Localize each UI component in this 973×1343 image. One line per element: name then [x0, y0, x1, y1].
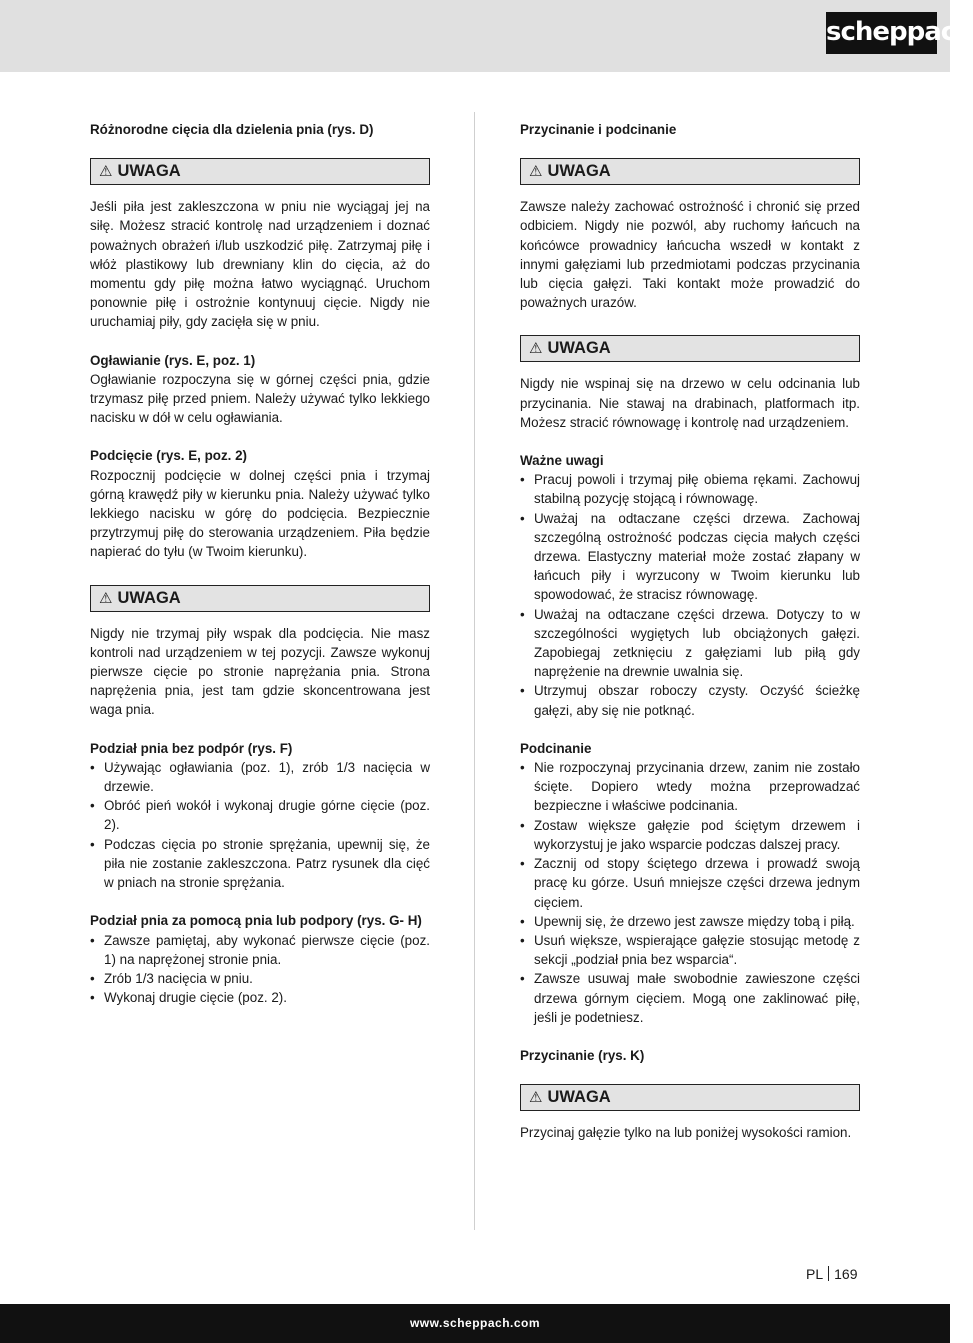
bullet-list [520, 470, 860, 720]
section-heading: Ważne uwagi [520, 453, 604, 469]
warning-box [520, 1084, 860, 1111]
list-item: • Upewnij się, że drzewo jest zawsze między tobą i piłą. [520, 912, 860, 931]
brand-logo: scheppach [826, 12, 937, 54]
bullet-list [90, 931, 430, 1008]
section-title: Różnorodne cięcia dla dzielenia pnia (rys. D) [90, 122, 374, 137]
warning-label: UWAGA [547, 339, 611, 358]
paragraph: Nigdy nie trzymaj piły wspak dla podcięcia. Nie masz kontroli nad urządzeniem w tej pozycji. Zawsze wykonuj pierwsze cięcie po stronie naprężania pnia. Strona naprężenia pnia, jest tam gdzie skoncentrowana jest waga pnia. [90, 625, 430, 718]
paragraph: Jeśli piła jest zakleszczona w pniu nie wyciągaj jej na siłę. Możesz stracić kontrolę nad urządzeniem i doznać poważnych obrażeń i/lub uszkodzić piłę. Zatrzymaj piłę i włóż plastikowy lub drewniany klin do cięcia, aż do momentu gdy piłę można łatwo wyciągnąć. Uruchom ponownie piłę i ostrożnie kontynuuj cięcie. Nigdy nie uruchamiaj piły, gdy zacięła się w pniu. [90, 199, 430, 330]
paragraph: Przycinaj gałęzie tylko na lub poniżej wysokości ramion. [520, 1125, 852, 1141]
left-column [90, 120, 430, 1007]
list-item: • Zostaw większe gałęzie pod ściętym drzewem i wykorzystuj je jako wsparcie podczas dalszej pracy. [520, 816, 860, 854]
warning-label: UWAGA [547, 162, 611, 181]
list-item: • Podczas cięcia po stronie sprężania, upewnij się, że piła nie zostanie zakleszczona. Patrz rysunek dla cięć w pniach na stronie sprężania. [90, 835, 430, 893]
section-heading: Przycinanie (rys. K) [520, 1047, 645, 1063]
page-number [806, 1265, 857, 1283]
section-heading: Ogławianie (rys. E, poz. 1) [90, 352, 256, 368]
list-item: • Używając ogławiania (poz. 1), zrób 1/3 nacięcia w drzewie. [90, 758, 430, 796]
section-title: Przycinanie i podcinanie [520, 122, 677, 137]
footer-url: www.scheppach.com [0, 1304, 950, 1343]
list-item: • Pracuj powoli i trzymaj piłę obiema rękami. Zachowuj stabilną pozycję stojącą i równowagę. [520, 470, 860, 508]
bullet-list [90, 758, 430, 892]
list-item: • Zawsze usuwaj małe swobodnie zawieszone części drzewa górnym cięciem. Mogą one zaklinować piłę, jeśli je podetniesz. [520, 969, 860, 1027]
warning-icon: ⚠ [99, 163, 113, 181]
paragraph: Zawsze należy zachować ostrożność i chronić się przed odbiciem. Nigdy nie pozwól, aby ruchomy łańcuch na końcówce prowadnicy łańcucha wszedł w kontakt z innymi gałęziami lub przedmiotami podczas przycinania lub cięcia gałęzi. Taki kontakt może prowadzić do poważnych urazów. [520, 199, 860, 311]
language-code: PL [806, 1266, 824, 1282]
section-heading: Podział pnia bez podpór (rys. F) [90, 740, 293, 756]
warning-icon: ⚠ [99, 589, 113, 607]
warning-box [520, 335, 860, 362]
warning-icon: ⚠ [529, 163, 543, 181]
list-item: • Nie rozpoczynaj przycinania drzew, zanim nie zostało ścięte. Dopiero wtedy można przeprowadzać bezpieczne i właściwe podcinania. [520, 758, 860, 816]
warning-label: UWAGA [547, 1088, 611, 1107]
list-item: • Uważaj na odtaczane części drzewa. Dotyczy to w szczególności wygiętych lub obciążonych gałęzi. Zapobiegaj zetknięciu z gałęziami lub piłą gdy naprężenie na drewnie uwalnia się. [520, 605, 860, 682]
list-item: • Zawsze pamiętaj, aby wykonać pierwsze cięcie (poz. 1) na naprężonej stronie pnia. [90, 931, 430, 969]
list-item: • Zacznij od stopy ściętego drzewa i prowadź swoją pracę ku górze. Usuń mniejsze części drzewa jednym cięciem. [520, 854, 860, 912]
warning-icon: ⚠ [529, 1089, 543, 1107]
warning-label: UWAGA [117, 162, 181, 181]
page-separator [828, 1266, 829, 1281]
column-divider [474, 112, 475, 1230]
section-heading: Podcięcie (rys. E, poz. 2) [90, 448, 248, 464]
warning-box [90, 585, 430, 612]
list-item: • Obróć pień wokół i wykonaj drugie górne cięcie (poz. 2). [90, 796, 430, 834]
warning-label: UWAGA [117, 588, 181, 607]
list-item: • Uważaj na odtaczane części drzewa. Zachowaj szczególną ostrożność podczas cięcia małych części drzewa. Elastyczny materiał może zostać złapany w łańcuch piły i wyrzucony w Twoim kierunku lub spowodować, że stracisz równowagę. [520, 509, 860, 605]
warning-box [520, 158, 860, 185]
list-item: • Wykonaj drugie cięcie (poz. 2). [90, 988, 430, 1007]
list-item: • Zrób 1/3 nacięcia w pniu. [90, 969, 430, 988]
page-value: 169 [834, 1266, 858, 1282]
bullet-list [520, 758, 860, 1027]
list-item: • Utrzymuj obszar roboczy czysty. Oczyść ścieżkę gałęzi, aby się nie potknąć. [520, 681, 860, 719]
paragraph: Rozpocznij podcięcie w dolnej części pnia i trzymaj górną krawędź piły w kierunku pnia. Należy używać tylko lekkiego nacisku w górę do podcięcia. Bezpiecznie przytrzymuj piłę do sterowania urządzeniem. Piła będzie napierać do tyłu (w Twoim kierunku). [90, 467, 430, 560]
section-heading: Podział pnia za pomocą pnia lub podpory (rys. G- H) [90, 913, 422, 929]
header-band [0, 0, 950, 72]
right-column [520, 120, 860, 1142]
paragraph: Ogławianie rozpoczyna się w górnej części pnia, gdzie trzymasz piłę przed pniem. Należy używać tylko lekkiego nacisku w dół w celu ogławiania. [90, 371, 430, 426]
warning-icon: ⚠ [529, 340, 543, 358]
paragraph: Nigdy nie wspinaj się na drzewo w celu odcinania lub przycinania. Nie stawaj na drabinach, platformach itp. Możesz stracić równowagę i kontrolę nad urządzeniem. [520, 376, 860, 430]
warning-box [90, 158, 430, 185]
list-item: • Usuń większe, wspierające gałęzie stosując metodę z sekcji „podział pnia bez wsparcia“. [520, 931, 860, 969]
section-heading: Podcinanie [520, 740, 592, 756]
